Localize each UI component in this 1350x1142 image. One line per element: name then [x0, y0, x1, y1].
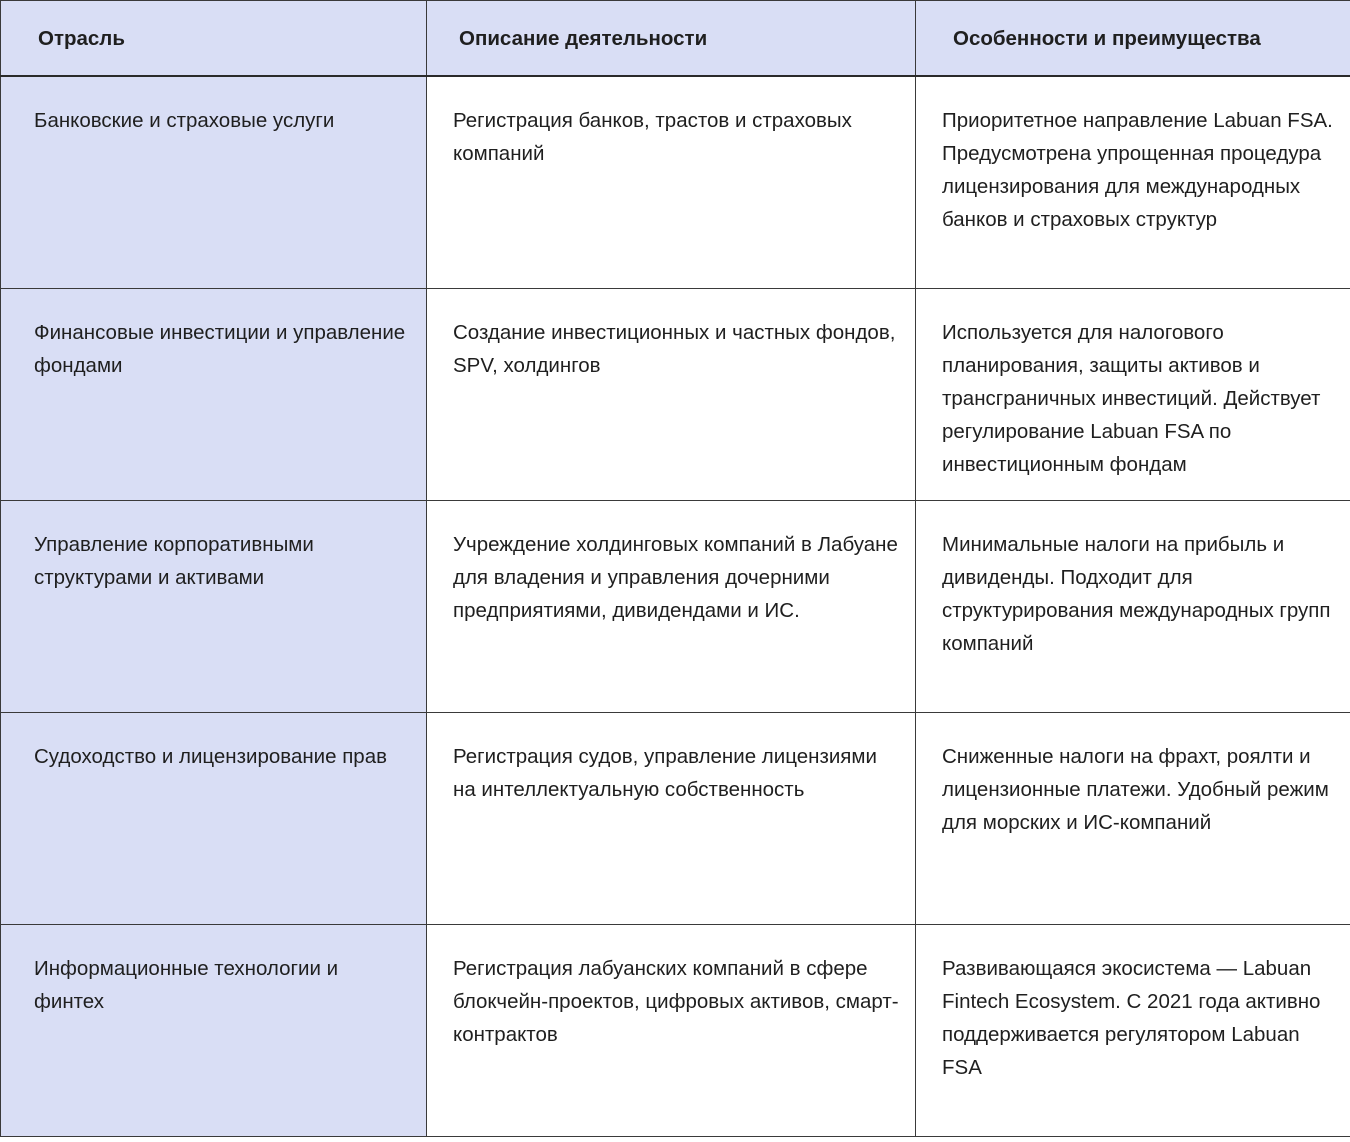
- table-row: [1, 289, 1350, 501]
- table-row: [1, 501, 1350, 713]
- header-description: Описание деятельности: [427, 1, 916, 77]
- description-cell: Регистрация лабуанских компаний в сфере блокчейн-проектов, цифровых активов, смарт-контрактов: [427, 925, 916, 1137]
- industry-cell: Финансовые инвестиции и управление фондами: [1, 289, 427, 501]
- description-cell: Создание инвестиционных и частных фондов, SPV, холдингов: [427, 289, 916, 501]
- industry-cell: Информационные технологии и финтех: [1, 925, 427, 1137]
- table-row: [1, 713, 1350, 925]
- description-cell: Регистрация судов, управление лицензиями на интеллектуальную собственность: [427, 713, 916, 925]
- features-cell: Приоритетное направление Labuan FSA. Предусмотрена упрощенная процедура лицензирования для международных банков и страховых структур: [916, 76, 1350, 289]
- header-industry: Отрасль: [1, 1, 427, 77]
- features-cell: Минимальные налоги на прибыль и дивиденды. Подходит для структурирования международных групп компаний: [916, 501, 1350, 713]
- table-row: [1, 76, 1350, 289]
- industry-cell: Банковские и страховые услуги: [1, 76, 427, 289]
- industry-cell: Судоходство и лицензирование прав: [1, 713, 427, 925]
- table-row: [1, 925, 1350, 1137]
- features-cell: Сниженные налоги на фрахт, роялти и лицензионные платежи. Удобный режим для морских и ИС-компаний: [916, 713, 1350, 925]
- industry-cell: Управление корпоративными структурами и активами: [1, 501, 427, 713]
- description-cell: Регистрация банков, трастов и страховых компаний: [427, 76, 916, 289]
- header-row: [1, 1, 1350, 77]
- header-features: Особенности и преимущества: [916, 1, 1350, 77]
- features-cell: Развивающаяся экосистема — Labuan Fintech Ecosystem. С 2021 года активно поддерживается регулятором Labuan FSA: [916, 925, 1350, 1137]
- features-cell: Используется для налогового планирования, защиты активов и трансграничных инвестиций. Действует регулирование Labuan FSA по инвестиционным фондам: [916, 289, 1350, 501]
- description-cell: Учреждение холдинговых компаний в Лабуане для владения и управления дочерними предприятиями, дивидендами и ИС.: [427, 501, 916, 713]
